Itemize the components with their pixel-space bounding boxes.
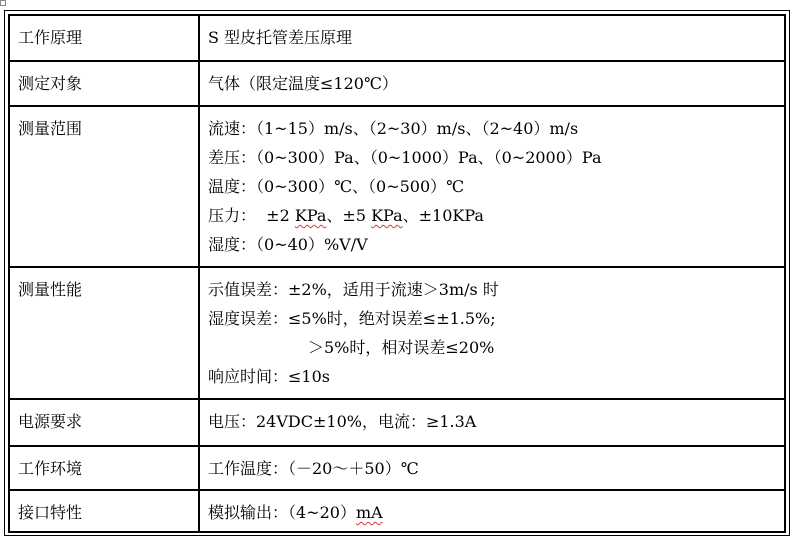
table-row xyxy=(8,268,786,400)
range-humidity-line: 湿度：（0~40）%V/V xyxy=(208,235,368,254)
interface-unit: mA xyxy=(355,503,383,522)
row-label-range: 测量范围 xyxy=(8,107,200,268)
row-label-principle: 工作原理 xyxy=(8,14,200,62)
row-label-object: 测定对象 xyxy=(8,62,200,107)
pressure-unit-b: KPa xyxy=(371,206,403,225)
interface-prefix: 模拟输出：（4~20） xyxy=(208,503,356,522)
principle-text: S 型皮托管差压原理 xyxy=(208,28,353,47)
pressure-unit-a: KPa xyxy=(294,206,327,225)
object-text: 气体（限定温度≤120℃） xyxy=(208,74,398,93)
row-value-object xyxy=(200,62,786,107)
row-label-environment: 工作环境 xyxy=(8,447,200,491)
range-pressure-diff-line: 差压：（0~300）Pa、（0~1000）Pa、（0~2000）Pa xyxy=(208,148,602,167)
pressure-prefix: 压力： ±2 xyxy=(208,206,295,225)
environment-text: 工作温度：（－20～＋50）℃ xyxy=(208,459,419,478)
pressure-mid: 、±5 xyxy=(326,206,372,225)
table-row xyxy=(8,447,786,491)
row-label-performance: 测量性能 xyxy=(8,268,200,400)
table-row xyxy=(8,491,786,533)
table-row xyxy=(8,400,786,447)
anchor-marker xyxy=(0,0,6,6)
performance-response-line: 响应时间：≤10s xyxy=(208,367,330,386)
performance-humidity-line: 湿度误差：≤5%时，绝对误差≤±1.5%; xyxy=(208,309,496,328)
table-row xyxy=(8,14,786,62)
row-value-power xyxy=(200,400,786,447)
range-flow-line: 流速：（1~15）m/s、（2~30）m/s、（2~40）m/s xyxy=(208,119,579,138)
range-pressure-line xyxy=(208,201,784,230)
row-value-performance xyxy=(200,268,786,400)
row-label-interface: 接口特性 xyxy=(8,491,200,533)
row-value-range xyxy=(200,107,786,268)
range-temperature-line: 温度：（0~300）℃、（0~500）℃ xyxy=(208,177,465,196)
performance-accuracy-line: 示值误差：±2%，适用于流速＞3m/s 时 xyxy=(208,280,499,299)
interface-text xyxy=(208,498,784,527)
power-text: 电压：24VDC±10%，电流：≥1.3A xyxy=(208,412,477,431)
row-value-environment xyxy=(200,447,786,491)
row-value-principle xyxy=(200,14,786,62)
row-label-power: 电源要求 xyxy=(8,400,200,447)
table-row xyxy=(8,107,786,268)
table-row xyxy=(8,62,786,107)
row-value-interface xyxy=(200,491,786,533)
spec-table xyxy=(8,14,786,533)
pressure-suffix: 、±10KPa xyxy=(402,206,484,225)
performance-humidity-cont-line: ＞5%时，相对误差≤20% xyxy=(308,338,495,357)
